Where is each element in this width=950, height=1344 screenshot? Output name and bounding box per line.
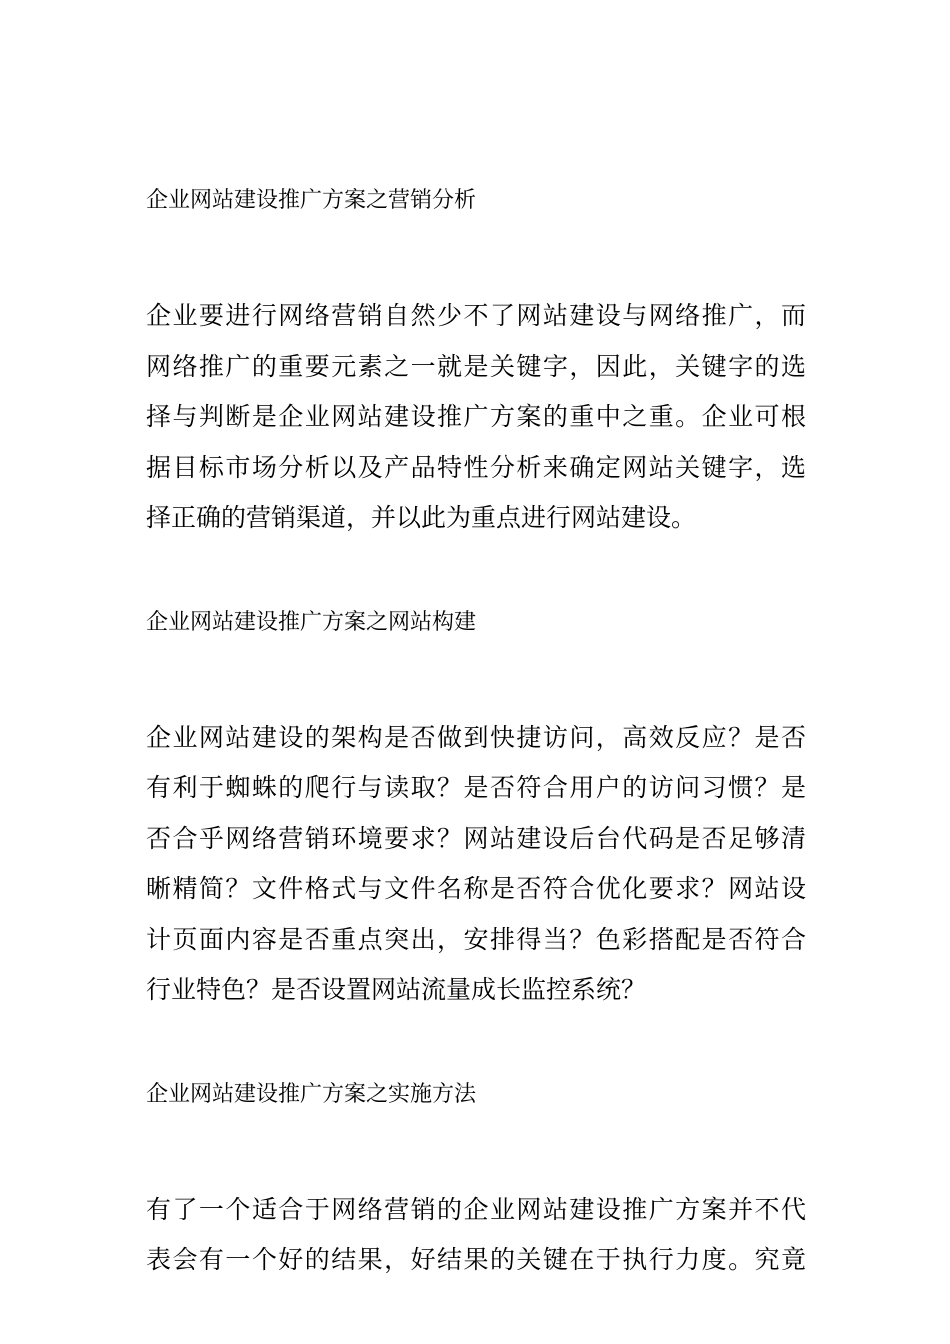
paragraph-marketing-analysis bbox=[146, 291, 806, 544]
paragraph-implementation bbox=[146, 1185, 806, 1286]
section-heading-implementation: 企业网站建设推广方案之实施方法 bbox=[146, 1081, 477, 1107]
paragraph-line: 计页面内容是否重点突出，安排得当？色彩搭配是否符合 bbox=[146, 924, 806, 954]
paragraph-line: 晰精简？文件格式与文件名称是否符合优化要求？网站设 bbox=[146, 874, 806, 903]
paragraph-line: 择正确的营销渠道，并以此为重点进行网站建设。 bbox=[146, 503, 697, 532]
paragraph-line: 有利于蜘蛛的爬行与读取？是否符合用户的访问习惯？是 bbox=[146, 773, 806, 802]
paragraph-line: 行业特色？是否设置网站流量成长监控系统？ bbox=[146, 975, 647, 1004]
paragraph-line: 表会有一个好的结果，好结果的关键在于执行力度。究竟 bbox=[146, 1245, 806, 1274]
spacer bbox=[146, 1016, 806, 1077]
section-heading-site-construction: 企业网站建设推广方案之网站构建 bbox=[146, 609, 477, 635]
section-heading-marketing-analysis: 企业网站建设推广方案之营销分析 bbox=[146, 188, 477, 213]
paragraph-site-construction bbox=[146, 713, 806, 1016]
paragraph-line: 择与判断是企业网站建设推广方案的重中之重。企业可根 bbox=[146, 402, 806, 431]
paragraph-line: 企业要进行网络营销自然少不了网站建设与网络推广，而 bbox=[146, 301, 806, 330]
spacer bbox=[146, 1113, 806, 1185]
document-body bbox=[146, 183, 806, 1286]
paragraph-line: 企业网站建设的架构是否做到快捷访问，高效反应？是否 bbox=[146, 722, 806, 752]
spacer bbox=[146, 544, 806, 605]
spacer bbox=[146, 641, 806, 713]
spacer bbox=[146, 219, 806, 291]
paragraph-line: 否合乎网络营销环境要求？网站建设后台代码是否足够清 bbox=[146, 823, 806, 853]
paragraph-line: 据目标市场分析以及产品特性分析来确定网站关键字，选 bbox=[146, 452, 806, 482]
paragraph-line: 网络推广的重要元素之一就是关键字，因此，关键字的选 bbox=[146, 351, 806, 381]
paragraph-line: 有了一个适合于网络营销的企业网站建设推广方案并不代 bbox=[146, 1194, 806, 1224]
